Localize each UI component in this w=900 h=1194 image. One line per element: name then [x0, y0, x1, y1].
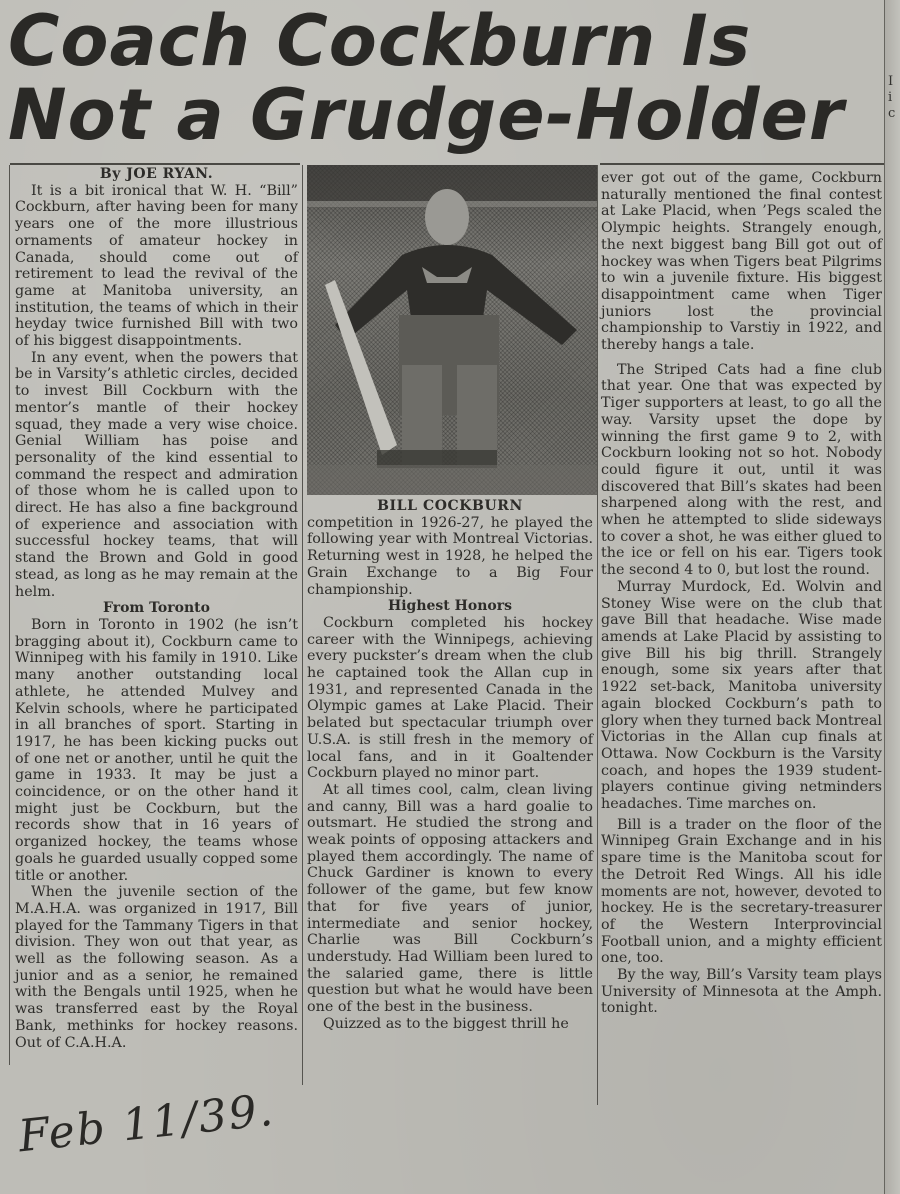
column-rule-1: [302, 165, 303, 1085]
edge-fragment: I: [888, 74, 894, 89]
edge-fragment: c: [888, 106, 896, 121]
subhead-from-toronto: From Toronto: [103, 600, 210, 617]
paragraph: In any event, when the powers that be in Varsity’s athletic circles, decided to invest Bill Cockburn with the mentor’s mantle of their hockey squad, they made a very wise choice. Genial William has poise and personality of the kind essential to command the respect and admiration of those whom he is called upon to direct. He has also a fine background of experience and association with successful hockey teams, that will stand the Brown and Gold in good stead, as long as he may remain at the helm.: [15, 349, 298, 600]
paragraph: By the way, Bill’s Varsity team plays University of Minnesota at the Amph. tonight.: [601, 967, 882, 1017]
column-3: [601, 170, 882, 1017]
paragraph: ever got out of the game, Cockburn naturally mentioned the final contest at Lake Placid, when ’Pegs scaled the Olympic heights. Strangely enough, the next biggest bang Bill got out of hockey was when Tigers beat Pilgrims to win a juvenile fixture. His biggest disappointment came when Tiger juniors lost the provincial championship to Varstiy in 1922, and thereby hangs a tale.: [601, 170, 882, 354]
goalie-photo: [307, 165, 597, 495]
paragraph: Bill is a trader on the floor of the Winnipeg Grain Exchange and in his spare time is the Manitoba scout for the Detroit Red Wings. All his idle moments are not, however, devoted to hockey. He is the secretary-treasurer of the Western Interprovincial Football union, and a mighty efficient one, too.: [601, 816, 882, 967]
paragraph: Cockburn completed his hockey career with the Winnipegs, achieving every puckster’s dream when the club he captained took the Allan cup in 1931, and represented Canada in the Olympic games at Lake Placid. Their belated but spectacular triumph over U.S.A. is still fresh in the memory of local fans, and in it Goaltender Cockburn played no minor part.: [307, 614, 593, 782]
headline: [8, 0, 888, 156]
column-1: [15, 166, 298, 1051]
paragraph: When the juvenile section of the M.A.H.A. was organized in 1917, Bill played for the Tammany Tigers in that division. They won out that year, as well as the following season. As a junior and as a senior, he remained with the Bengals until 1925, when he was transferred east by the Royal Bank, methinks for hockey reasons. Out of C.A.H.A.: [15, 884, 298, 1051]
paragraph: competition in 1926-27, he played the following year with Montreal Victorias. Returning west in 1928, he helped the Grain Exchange to a Big Four championship.: [307, 514, 593, 598]
column-2: [307, 498, 593, 1033]
photo-caption: BILL COCKBURN: [377, 498, 523, 514]
paragraph: Quizzed as to the biggest thrill he: [323, 1015, 569, 1032]
goalie-figure-icon: [307, 165, 597, 495]
paragraph: Born in Toronto in 1902 (he isn’t bragging about it), Cockburn came to Winnipeg with his family in 1910. Like many another outstanding local athlete, he attended Mulvey and Kelvin schools, where he participated in all branches of sport. Starting in 1917, he has been kicking pucks out of one net or another, until he quit the game in 1933. It may be just a coincidence, or on the other hand it might just be Cockburn, but the records show that in 16 years of organized hockey, the teams whose goals he guarded usually copped some title or another.: [15, 616, 298, 884]
paragraph: It is a bit ironical that W. H. “Bill” Cockburn, after having been for many years one of the more illustrious ornaments of amateur hockey in Canada, should come out of retirement to lead the revival of the game at Manitoba university, an institution, the teams of which in their heyday twice furnished Bill with two of his biggest disappointments.: [15, 182, 298, 350]
rule-col3: [600, 163, 884, 165]
paragraph: Murray Murdock, Ed. Wolvin and Stoney Wise were on the club that gave Bill that headache. Wise made amends at Lake Placid by assisting to give Bill his big thrill. Strangely enough, some six years after that 1922 set-back, Manitoba university again blocked Cockburn’s path to glory when they turned back Montreal Victorias in the Allan cup finals at Ottawa. Now Cockburn is the Varsity coach, and hopes the 1939 student-players continue giving netminders headaches. Time marches on.: [601, 578, 882, 813]
column-rule-2: [597, 165, 598, 1105]
headline-line-1: Coach Cockburn Is: [8, 0, 752, 82]
adjacent-clipping-edge: [884, 0, 900, 1194]
paragraph: At all times cool, calm, clean living and canny, Bill was a hard goalie to outsmart. He studied the strong and weak points of opposing attackers and played them accordingly. The name of Chuck Gardiner is known to every follower of the game, but few know that for five years of junior, intermediate and senior hockey, Charlie was Bill Cockburn’s understudy. Had William been lured to the salaried game, there is little question but what he would have been one of the best in the business.: [307, 781, 593, 1016]
rule-col1: [10, 163, 300, 165]
byline: By JOE RYAN.: [99, 166, 214, 182]
subhead-highest-honors: Highest Honors: [388, 598, 512, 615]
headline-line-2: Not a Grudge-Holder: [8, 74, 845, 156]
column-rule-left: [9, 165, 10, 1065]
paragraph: The Striped Cats had a fine club that year. One that was expected by Tiger supporters at least, to go all the way. Varsity upset the dope by winning the first game 9 to 2, with Cockburn looking not so hot. Nobody could figure it out, until it was discovered that Bill’s skates had been sharpened along with the rest, and when he attempted to slide sideways to cover a shot, he was either glued to the ice or fell on his ear. Tigers took the second 4 to 0, but lost the round.: [601, 361, 882, 579]
edge-fragment: i: [888, 90, 893, 105]
handwritten-date: Feb 11/39.: [16, 1084, 278, 1163]
